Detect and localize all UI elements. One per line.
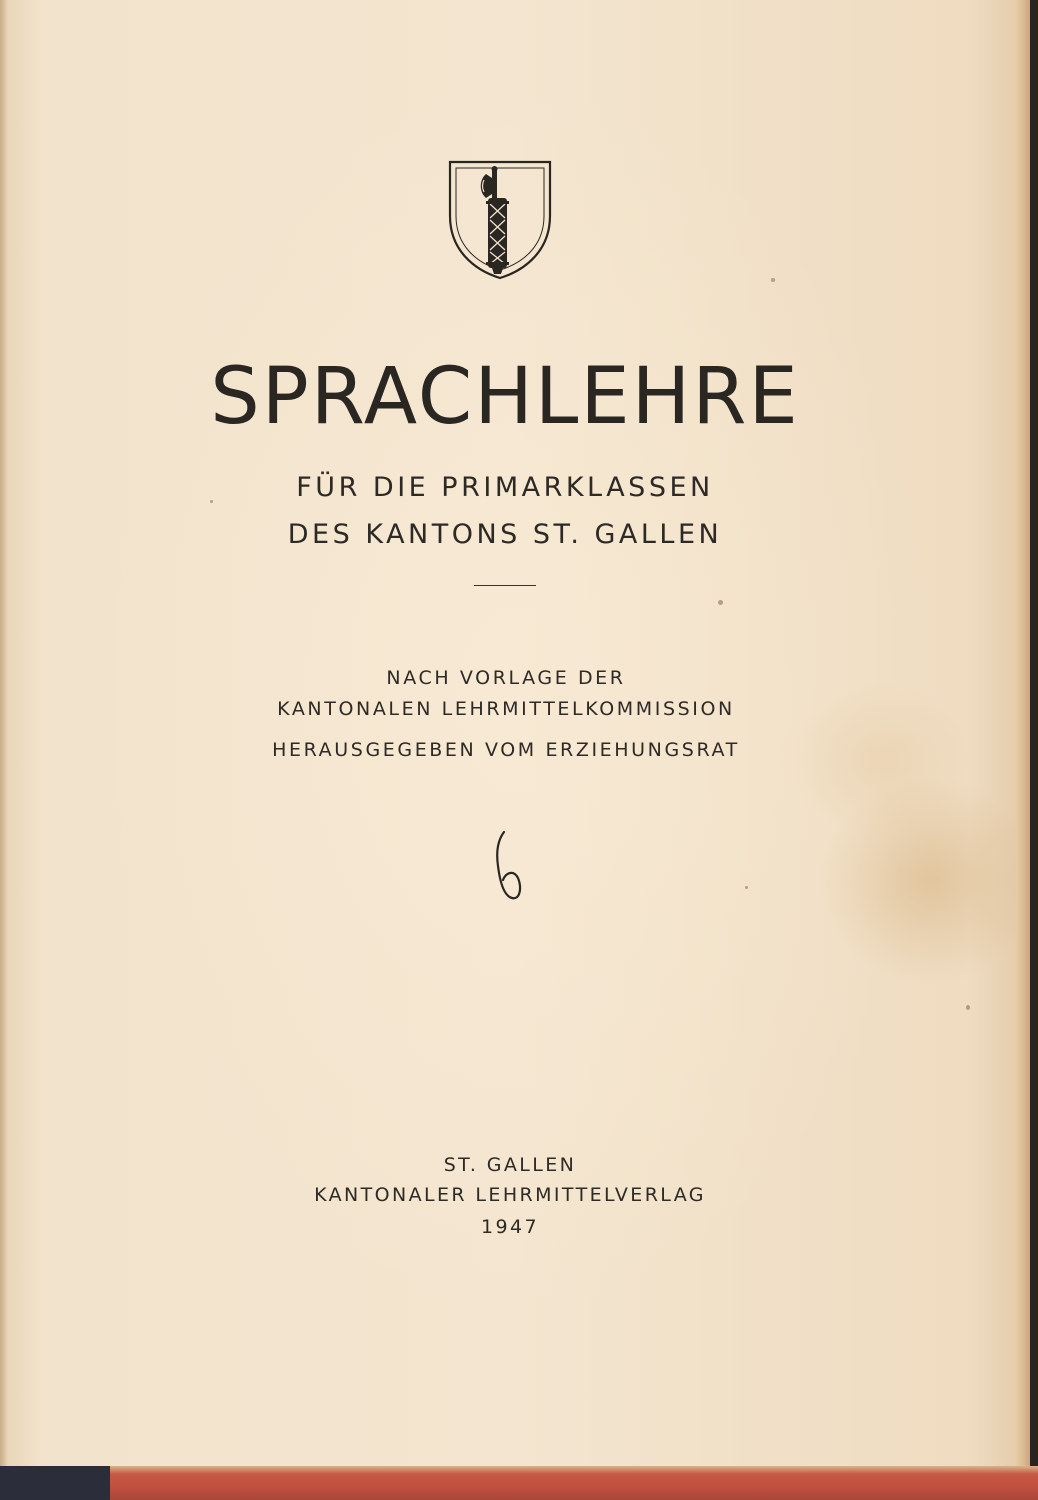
credit-line-2: KANTONALEN LEHRMITTELKOMMISSION [277,698,735,720]
subtitle-line-2: DES KANTONS ST. GALLEN [287,519,723,550]
book-cover-binding [0,1466,1038,1500]
imprint-publisher: KANTONALER LEHRMITTELVERLAG [314,1184,706,1206]
coat-of-arms-fasces-icon [446,158,554,282]
paper-speck [210,500,213,503]
imprint-place: ST. GALLEN [443,1154,577,1176]
subtitle-line-1: FÜR DIE PRIMARKLASSEN [296,472,714,503]
page-edge [1016,0,1030,1466]
paper-speck [966,1005,970,1010]
paper-speck [718,600,723,605]
book-cover-binding-dark [0,1466,110,1500]
handwritten-number-mark [490,826,530,906]
page-gutter-shadow [0,0,8,1466]
credit-line-3: HERAUSGEGEBEN VOM ERZIEHUNGSRAT [272,739,740,761]
imprint-year: 1947 [481,1216,539,1238]
paper-speck [771,278,775,282]
credit-line-1: NACH VORLAGE DER [386,667,626,689]
paper-speck [745,886,748,889]
divider-rule [474,585,536,586]
page-title: SPRACHLEHRE [210,352,800,442]
